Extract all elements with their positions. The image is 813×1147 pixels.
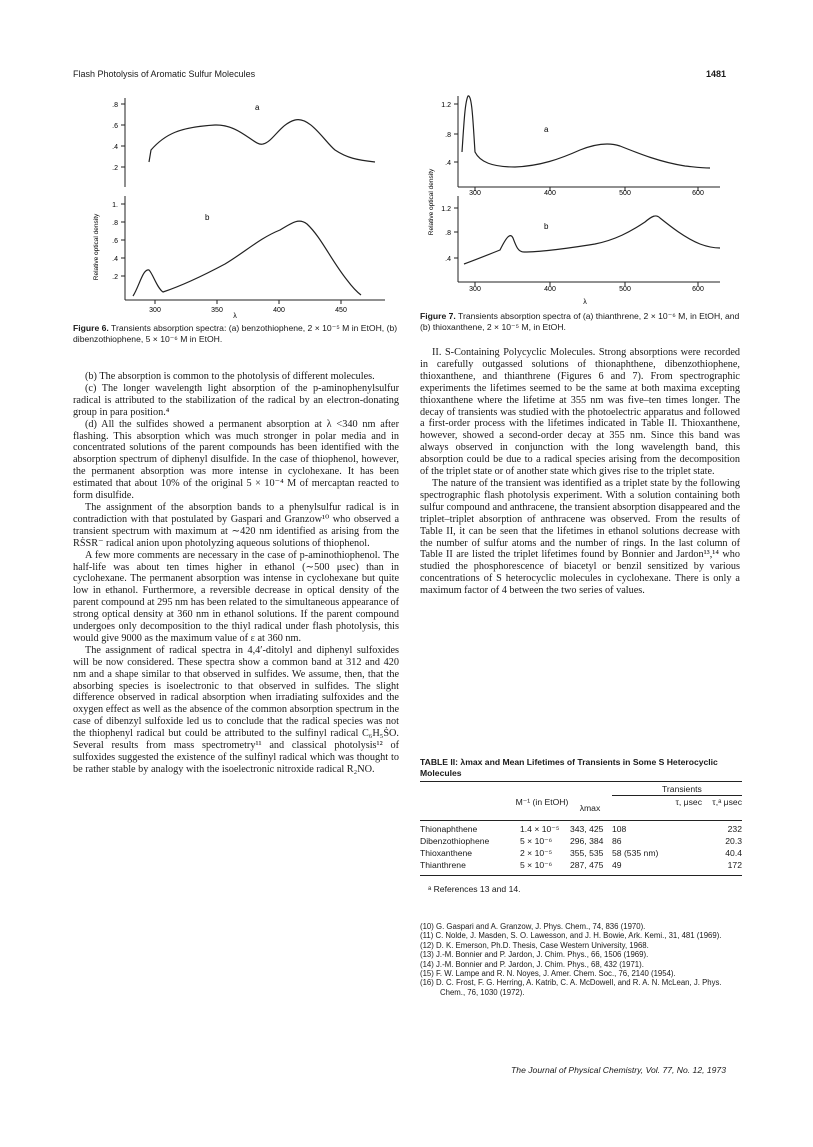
paragraph: (b) The absorption is common to the photolysis of different molecules.	[85, 371, 375, 382]
table-cell: Thianthrene	[420, 860, 466, 870]
table-2-title: TABLE II: λmax and Mean Lifetimes of Transients in Some S Heterocyclic Molecules	[420, 757, 718, 778]
table-cell: Thioxanthene	[420, 848, 473, 858]
table-cell: 58 (535 nm)	[612, 848, 659, 858]
fig7-a-ytick: .8	[445, 132, 451, 139]
table-row	[420, 824, 742, 836]
figure-6	[85, 92, 395, 318]
fig6-b-ytick: .2	[112, 274, 118, 281]
table-cell: 2 × 10⁻⁵	[520, 848, 553, 858]
reference-item: (10) G. Gaspari and A. Granzow, J. Phys. Chem., 74, 836 (1970).	[420, 922, 646, 931]
table-header-cell: M⁻¹ (in EtOH)	[515, 797, 569, 807]
left-column	[73, 371, 399, 776]
table-cell: 172	[727, 860, 742, 870]
table-cell: 1.4 × 10⁻⁵	[520, 824, 560, 834]
fig6-xtick: 450	[335, 307, 347, 314]
paragraph: (c) The longer wavelength light absorption of the p-aminophenylsulfur radical is attributed to the stabilization of the radical by an electron-donating group in para position.⁴	[73, 382, 399, 418]
fig7-caption-text: Transients absorption spectra of (a) thianthrene, 2 × 10⁻⁶ M, in EtOH, and (b) thioxanthene, 2 × 10⁻⁵ M, in EtOH.	[420, 311, 740, 332]
paragraph: The assignment of radical spectra in 4,4′-ditolyl and diphenyl sulfoxides will be now considered. These spectra show a common band at 312 and 420 nm and a shape similar to that observed in sulfides. We assume, then, that the absorbing species is isoelectronic to that observed in sulfides. The slight difference observed in radical absorption when irradiating sulfoxides and the oxygen effect as well as the absence of the common absorption spectrum in the case of dibenzyl sulfoxide led us to conclude that the radical species was not the thiophenyl radical but could be attributed to the sulfinyl radical C₆H₅ṠO. Several results from mass spectrometry¹¹ and classical photolysis¹² of sulfoxides suggested the existence of the sulfinyl radical which was thought to be rather stable by analogy with the isoelectronic nitroxide radical R₂NO.	[73, 644, 399, 775]
fig6-b-curve	[133, 221, 361, 296]
fig7-b-curve	[464, 216, 720, 264]
table-cell: 343, 425	[570, 824, 604, 834]
right-column	[420, 347, 740, 597]
fig7-b-xticks	[469, 282, 704, 293]
table-row	[420, 836, 742, 848]
fig7-b-ytick: 1.2	[441, 206, 451, 213]
fig7-b-label: b	[544, 222, 549, 231]
fig6-caption-text: Transients absorption spectra: (a) benzothiophene, 2 × 10⁻⁵ M in EtOH, (b) dibenzothiophene, 5 × 10⁻⁶ M in EtOH.	[73, 323, 398, 344]
table-row	[420, 860, 742, 872]
table-cell: 355, 535	[570, 848, 604, 858]
fig6-xtick: 400	[273, 307, 285, 314]
fig6-b-label: b	[205, 213, 210, 222]
table-cell: 108	[612, 824, 627, 834]
fig6-b-ytick: 1.	[112, 202, 118, 209]
fig7-a-xtick: 400	[544, 190, 556, 197]
table-cell: Dibenzothiophene	[420, 836, 490, 846]
journal-footer: The Journal of Physical Chemistry, Vol. 77, No. 12, 1973	[511, 1065, 726, 1075]
table-cell: 40.4	[725, 848, 742, 858]
table-cell: 5 × 10⁻⁶	[520, 836, 553, 846]
fig6-b-ytick: .4	[112, 256, 118, 263]
fig6-xtick: 350	[211, 307, 223, 314]
paragraph: The nature of the transient was identified as a triplet state by the following spectrographic flash photolysis experiment. With a solution containing both sulfur compound and anthracene, the transient absorption disappeared and the triplet–triplet absorption of anthracene was observed. From the results of Table II, it can be seen that the lifetimes in ethanol solutions decrease with the number of sulfur atoms and the number of rings. In the last column of Table II are listed the triplet lifetimes found by Bonnier and Jardon¹³,¹⁴ who studied the phosphorescence of biacetyl or benzil sensitized by various concentrations of S heterocyclic molecules in cyclohexane. There is only a maximum factor of 4 between the two series of values.	[420, 477, 740, 597]
fig7-caption-label: Figure 7.	[420, 311, 456, 321]
running-title: Flash Photolysis of Aromatic Sulfur Molecules	[73, 69, 256, 79]
fig6-a-ytick: .4	[112, 144, 118, 151]
table-cell: Thionaphthene	[420, 824, 478, 834]
fig6-ylabel: Relative optical density	[93, 213, 100, 281]
paragraph: A few more comments are necessary in the case of p-aminothiophenol. The half-life was about ten times higher in ethanol (∼500 μsec) than in cyclohexane. The permanent absorption was intense in cyclohexane but quite low in ethanol. Furthermore, a reversible decrease in optical density of the parent compound at 295 nm has been related to the simultaneous appearance of strong optical density at 360 nm in ethanol solutions. If the parent compound undergoes only decomposition to the thiyl radical under flash photolysis, this would give 9000 as the maximum value of ε at 360 nm.	[73, 549, 399, 644]
table-header-cell: τ, μsec	[675, 797, 702, 807]
table-footnote: ᵃ References 13 and 14.	[428, 884, 521, 894]
paragraph: II. S-Containing Polycyclic Molecules. Strong absorptions were recorded in carefully outgassed solutions of thionaphthene, dibenzothiophene, thioxanthene, and thianthrene (Figures 6 and 7). From spectrographic experiments the lifetimes seemed to be the same at both maxima excepting thioxanthene where the lifetime at 355 nm was five–ten times longer. The decay of transients was studied with the photoelectric apparatus and followed a first-order process with the lifetimes indicated in Table II. Thioxanthene, however, showed a second-order decay at 355 nm. Since this band was always observed in conjunction with the long wavelength band, this absorption could be due to a radical species arising from the decomposition of the triplet state or of another state which gives rise to the triplet state.	[420, 347, 740, 478]
fig7-b-yticks	[441, 206, 458, 263]
fig6-caption-label: Figure 6.	[73, 323, 109, 333]
fig6-b-yticks	[112, 202, 125, 281]
fig7-b-ytick: .4	[445, 256, 451, 263]
paragraph: (d) All the sulfides showed a permanent absorption at λ <340 nm after flashing. This absorption which was much stronger in polar media and in concentrated solutions of the parent compounds has been identified with the absorption spectrum of diphenyl disulfide. In the case of thiophenol, however, the permanent absorption was more intense in cyclohexane. It has been estimated that about 10% of the original 5 × 10⁻⁴ M of mercaptan reacted to form disulfide.	[73, 418, 399, 502]
table-cell: 296, 384	[570, 836, 604, 846]
fig6-xtick: 300	[149, 307, 161, 314]
table-cell: 20.3	[725, 836, 742, 846]
table-cell: 86	[612, 836, 622, 846]
references	[420, 922, 742, 997]
fig6-xticks	[149, 300, 347, 314]
fig7-b-xtick: 300	[469, 286, 481, 293]
fig7-a-ytick: .4	[445, 160, 451, 167]
reference-item: (16) D. C. Frost, F. G. Herring, A. Katrib, C. A. McDowell, and R. A. N. McLean, J. Phys. Chem., 76, 1030 (1972).	[420, 978, 722, 997]
fig7-ylabel: Relative optical density	[428, 168, 435, 236]
table-header-cell: λmax	[579, 803, 601, 813]
reference-item: (11) C. Nolde, J. Masden, S. O. Lawesson, and J. H. Bowie, Ark. Kemi., 31, 481 (1969).	[420, 931, 722, 941]
fig7-b-ytick: .8	[445, 230, 451, 237]
fig7-b-xtick: 600	[692, 286, 704, 293]
table-2	[420, 781, 742, 894]
fig7-b-xtick: 500	[619, 286, 631, 293]
fig7-a-xtick: 300	[469, 190, 481, 197]
table-row	[420, 848, 742, 860]
reference-item: (13) J.-M. Bonnier and P. Jardon, J. Chim. Phys., 66, 1506 (1969).	[420, 950, 649, 960]
fig6-a-label: a	[255, 103, 260, 112]
fig7-a-yticks	[441, 102, 458, 167]
fig7-b-xtick: 400	[544, 286, 556, 293]
fig7-a-xticks	[469, 187, 704, 197]
page-number: 1481	[705, 69, 726, 79]
table-group-header: Transients	[662, 784, 702, 794]
figure-7-caption	[420, 311, 740, 332]
reference-item: (15) F. W. Lampe and R. N. Noyes, J. Amer. Chem. Soc., 76, 2140 (1954).	[420, 969, 676, 979]
fig7-a-xtick: 600	[692, 190, 704, 197]
figure-7	[420, 92, 730, 308]
fig6-xlabel: λ	[233, 313, 237, 318]
table-cell: 49	[612, 860, 622, 870]
figure-6-caption	[73, 323, 403, 344]
table-header-cell: τ,ᵃ μsec	[712, 797, 742, 807]
fig6-b-ytick: .8	[112, 220, 118, 227]
fig6-b-ytick: .6	[112, 238, 118, 245]
table-cell: 5 × 10⁻⁶	[520, 860, 553, 870]
fig7-a-ytick: 1.2	[441, 102, 451, 109]
reference-item: (12) D. K. Emerson, Ph.D. Thesis, Case Western University, 1968.	[420, 940, 649, 950]
fig7-a-label: a	[544, 125, 549, 134]
fig6-a-yticks	[112, 102, 125, 172]
reference-item: (14) J.-M. Bonnier and P. Jardon, J. Chim. Phys., 68, 432 (1971).	[420, 959, 644, 969]
fig6-a-curve	[149, 120, 375, 162]
paragraph: The assignment of the absorption bands to a phenylsulfur radical is in contradiction with that postulated by Gaspari and Granzow¹⁰ who observed a transient spectrum with maximum at ∼420 nm identified as arising from the RṠSR⁻ radical anion upon photolyzing aqueous solutions of thiophenol.	[73, 501, 399, 549]
table-cell: 287, 475	[570, 860, 604, 870]
fig7-a-xtick: 500	[619, 190, 631, 197]
fig7-a-curve	[462, 96, 710, 168]
table-header-row	[420, 796, 742, 820]
fig6-a-ytick: .2	[112, 165, 118, 172]
fig6-a-ytick: .6	[112, 123, 118, 130]
fig7-xlabel: λ	[583, 299, 587, 306]
table-cell: 232	[727, 824, 742, 834]
fig6-a-ytick: .8	[112, 102, 118, 109]
table-body	[420, 824, 742, 872]
